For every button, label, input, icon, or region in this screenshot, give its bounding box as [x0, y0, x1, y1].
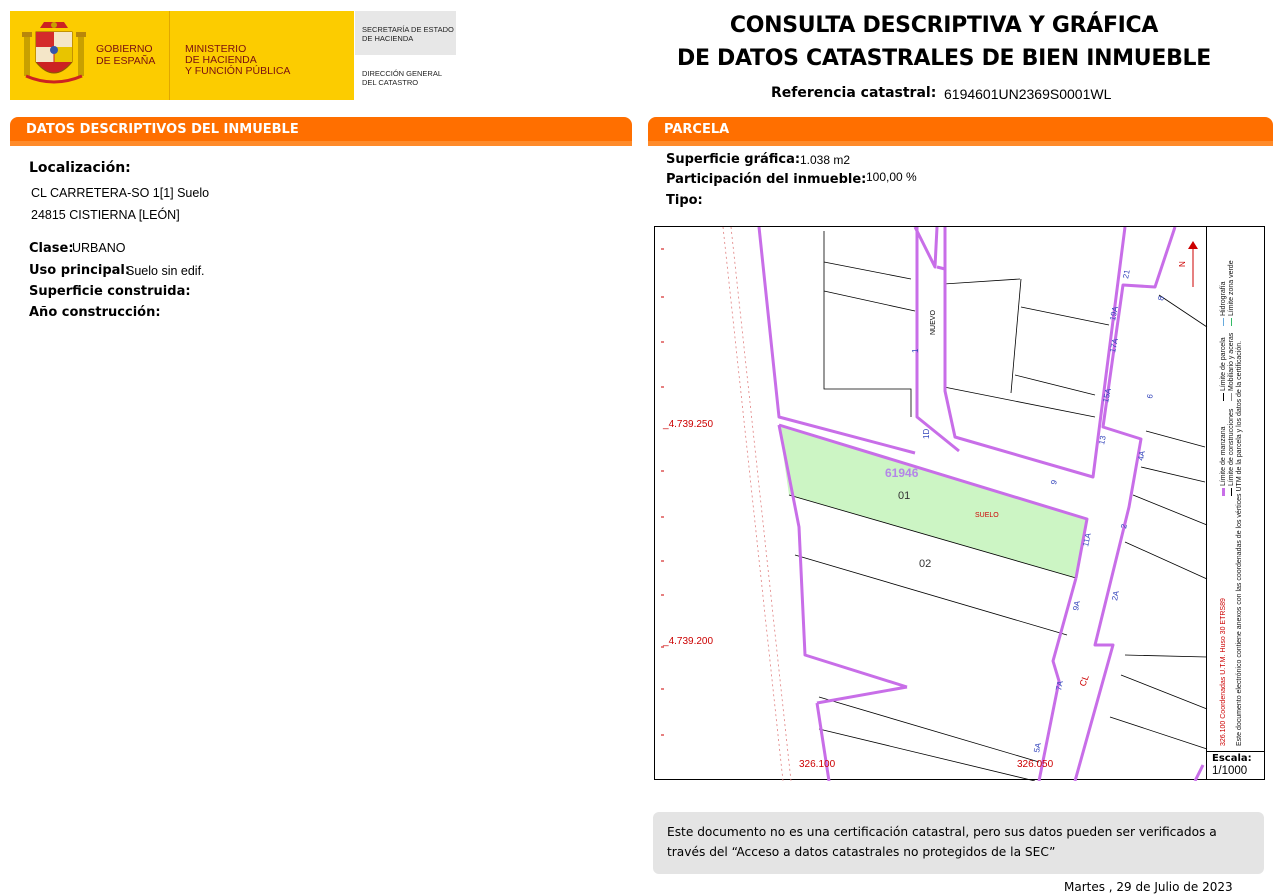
house-number: 9A — [1071, 599, 1082, 612]
tipo-label: Tipo: — [666, 193, 703, 208]
house-number: 8 — [1156, 295, 1166, 302]
legend-black-swatch — [1223, 393, 1224, 401]
map-legend — [1214, 226, 1260, 746]
uso-principal-value: Suelo sin edif. — [126, 264, 205, 278]
coord-x-label: 326.100 — [799, 759, 836, 770]
legend-coords-note: 326.100 Coordenadas U.T.M. Huso 30 ETRS89 — [1220, 598, 1227, 746]
house-number: 1 — [911, 348, 920, 353]
participacion-value: 100,00 % — [866, 170, 917, 184]
legend-limite-construcciones: Límite de construcciones — [1228, 409, 1235, 496]
coord-y-label: _4.739.200 — [663, 636, 714, 647]
legend-hidrografia: Hidrografía — [1220, 281, 1227, 326]
legend-green-swatch — [1231, 318, 1232, 326]
legend-zona-verde: Límite zona verde — [1228, 260, 1235, 326]
map-drawing — [655, 227, 1266, 781]
house-number: 21 — [1121, 268, 1132, 280]
scale-label: Escala: — [1212, 753, 1252, 764]
house-number: 7A — [1054, 679, 1065, 692]
house-number: 11A — [1081, 532, 1093, 548]
house-number: 6 — [1145, 393, 1155, 400]
ref-catastral-value: 6194601UN2369S0001WL — [944, 86, 1112, 102]
house-number: 9 — [1049, 479, 1059, 486]
subparcel-02-label: 02 — [919, 558, 932, 570]
legend-limite-parcela: Límite de parcela — [1220, 337, 1227, 401]
superficie-construida-label: Superficie construida: — [29, 284, 191, 299]
house-number: 13 — [1097, 434, 1108, 446]
road-edge-line — [731, 227, 791, 781]
participacion-label: Participación del inmueble: — [666, 172, 867, 187]
house-number: 2 — [1119, 523, 1129, 530]
parcel-id-label: 61946 — [885, 466, 919, 480]
gobierno-label-2: DE ESPAÑA — [96, 55, 156, 67]
anio-construccion-label: Año construcción: — [29, 305, 161, 320]
house-number: 15A — [1101, 387, 1113, 404]
logo-divider — [169, 11, 170, 100]
legend-grey-swatch — [1231, 393, 1232, 401]
disclaimer-line-2: través del “Acceso a datos catastrales no protegidos de la SEC” — [667, 845, 1056, 859]
scale-value: 1/1000 — [1212, 765, 1248, 777]
subparcel-01-label: 01 — [898, 490, 911, 502]
ref-catastral-label: Referencia catastral: — [771, 85, 937, 101]
svg-text:N: N — [1178, 261, 1187, 267]
address-line-2: 24815 CISTIERNA [LEÓN] — [31, 208, 180, 222]
legend-electronic-note: Este documento electrónico contiene anexos con las coordenadas de los vértices UTM de la parcela y los datos de la certificación. — [1236, 340, 1243, 746]
parcel-fill — [779, 425, 1087, 578]
road-edge-line — [723, 227, 783, 781]
parcela-title: PARCELA — [664, 122, 730, 137]
house-number: 1D — [922, 428, 931, 439]
house-number: 4A — [1136, 449, 1147, 462]
legend-limite-manzana: Límite de manzana — [1220, 427, 1227, 497]
legend-divider — [1206, 226, 1207, 780]
ministerio-label-3: Y FUNCIÓN PÚBLICA — [185, 65, 291, 77]
page-title-2: DE DATOS CATASTRALES DE BIEN INMUEBLE — [676, 46, 1211, 71]
left-ticks — [661, 249, 664, 735]
street-nuevo-label: NUEVO — [930, 310, 937, 335]
superficie-grafica-value: 1.038 m2 — [800, 153, 851, 167]
localizacion-label: Localización: — [29, 160, 131, 176]
legend-purple-swatch — [1222, 488, 1225, 496]
north-arrow-icon — [1178, 241, 1198, 287]
cadastral-map[interactable] — [654, 226, 1265, 780]
house-number: 2A — [1110, 589, 1121, 602]
datos-descriptivos-title: DATOS DESCRIPTIVOS DEL INMUEBLE — [26, 122, 299, 137]
gobierno-label: GOBIERNO — [96, 43, 153, 55]
coord-x-label: 326.050 — [1017, 759, 1054, 770]
coat-of-arms-icon — [22, 22, 86, 88]
coord-y-label: _4.739.250 — [663, 419, 714, 430]
page-title: CONSULTA DESCRIPTIVA Y GRÁFICA — [729, 13, 1159, 38]
clase-label: Clase: — [29, 241, 74, 256]
disclaimer-line-1: Este documento no es una certificación catastral, pero sus datos pueden ser verificados a — [667, 825, 1217, 839]
house-number: 19A — [1108, 305, 1120, 322]
secretaria-label: SECRETARÍA DE ESTADO — [362, 25, 454, 34]
secretaria-label-2: DE HACIENDA — [362, 34, 414, 43]
parcela-header — [648, 117, 1273, 146]
clase-value: URBANO — [72, 241, 126, 255]
datos-descriptivos-header — [10, 117, 632, 146]
legend-mobiliario: Mobiliario y aceras — [1228, 333, 1235, 401]
superficie-grafica-label: Superficie gráfica: — [666, 152, 801, 167]
uso-principal-label: Uso principal: — [29, 263, 131, 278]
direccion-label: DIRECCIÓN GENERAL — [362, 69, 443, 78]
ministerio-label: MINISTERIO — [185, 43, 247, 55]
house-number: 17A — [1108, 337, 1120, 354]
legend-black-swatch — [1231, 488, 1232, 496]
house-number: 5A — [1032, 741, 1043, 754]
street-label: CL — [1077, 673, 1091, 688]
legend-blue-swatch — [1223, 318, 1224, 326]
direccion-label-2: DEL CATASTRO — [362, 78, 419, 87]
suelo-label: SUELO — [975, 512, 999, 519]
disclaimer-box — [653, 812, 1264, 874]
ministerio-label-2: DE HACIENDA — [185, 54, 257, 66]
footer-date: Martes , 29 de Julio de 2023 — [1064, 880, 1233, 894]
address-line-1: CL CARRETERA-SO 1[1] Suelo — [31, 186, 210, 200]
